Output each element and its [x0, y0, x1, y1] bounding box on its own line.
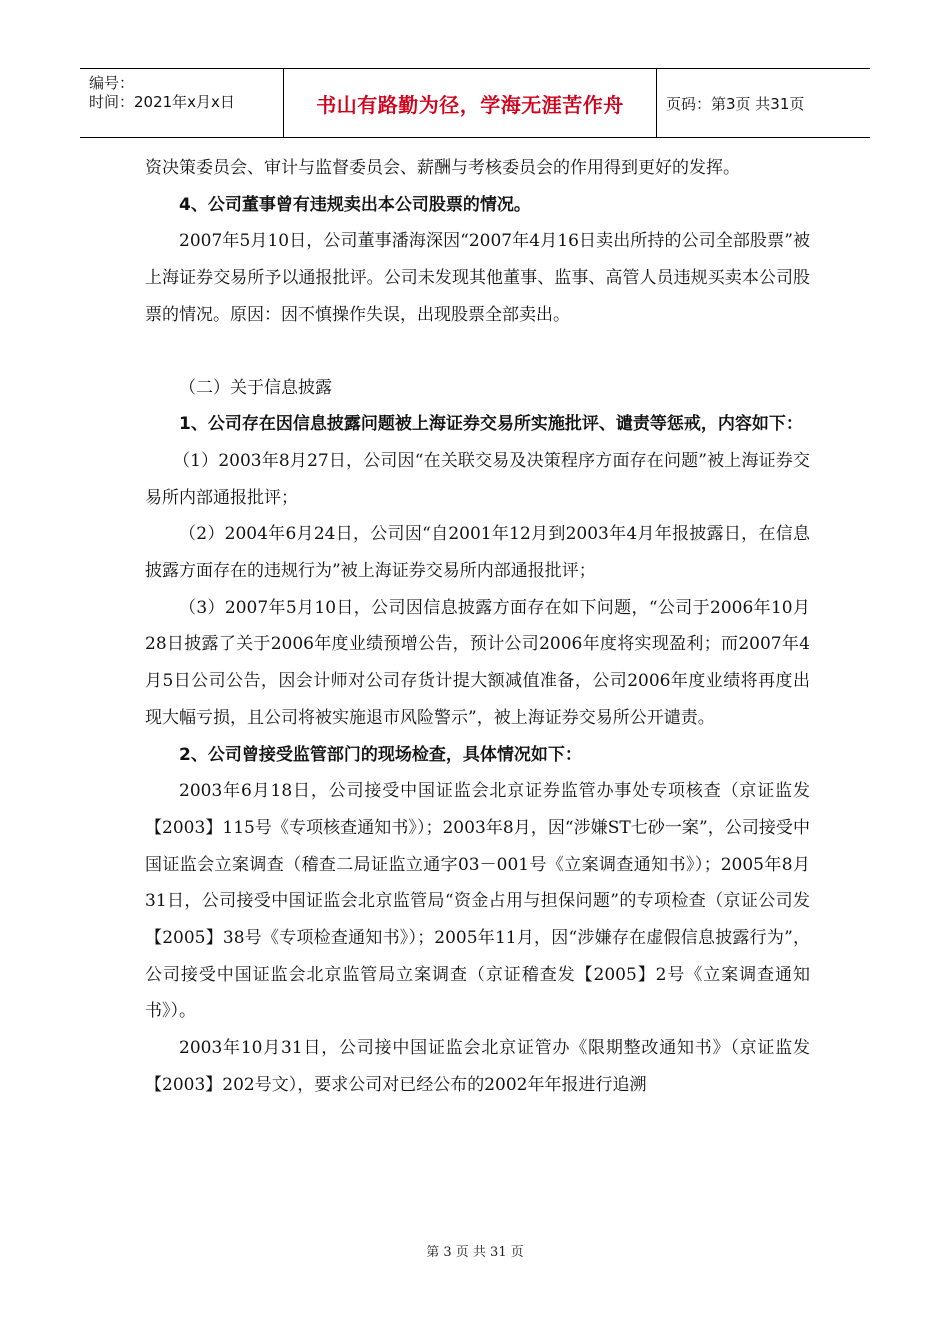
heading-inspections: 2、公司曾接受监管部门的现场检查，具体情况如下： — [179, 744, 582, 765]
paragraph-inspections: 2003年6月18日，公司接受中国证监会北京证券监管办事处专项核查（京证监发【2003】115号《专项核查通知书》）；2003年8月，因“涉嫌ST七砂一案”，公司接受中国证监会立案调查（稽查二局证监立通字03－001号《立案调查通知书》）；2005年8月31日，公司接受中国证监会北京监管局“资金占用与担保问题”的专项检查（京证公司发【2005】38号《专项检查通知书》）；2005年11月，因“涉嫌存在虚假信息披露行为”，公司接受中国证监会北京监管局立案调查（京证稽查发【2005】2号《立案调查通知书》）。 — [145, 781, 810, 1022]
page-footer: 第 3 页 共 31 页 — [426, 1245, 524, 1260]
paragraph-rectification: 2003年10月31日，公司接中国证监会北京证管办《限期整改通知书》（京证监发【2003】202号文），要求公司对已经公布的2002年年报进行追溯 — [145, 1038, 810, 1095]
paragraph-director-trading: 2007年5月10日，公司董事潘海深因“2007年4月16日卖出所持的公司全部股票”被上海证券交易所予以通报批评。公司未发现其他董事、监事、高管人员违规买卖本公司股票的情况。原因：因不慎操作失误，出现股票全部卖出。 — [145, 231, 810, 325]
motto-text: 书山有路勤为径，学海无涯苦作舟 — [316, 92, 624, 117]
paragraph-item-1: （1）2003年8月27日，公司因“在关联交易及决策程序方面存在问题”被上海证券交易所内部通报批评； — [145, 450, 810, 508]
paragraph-item-3: （3）2007年5月10日，公司因信息披露方面存在如下问题，“公司于2006年10月28日披露了关于2006年度业绩预增公告，预计公司2006年度将实现盈利；而2007年4月5日公司公告，因会计师对公司存货计提大额减值准备，公司2006年度业绩将再度出现大幅亏损，且公司将被实施退市风险警示”，被上海证券交易所公开谴责。 — [145, 597, 810, 728]
number-label: 编号： — [89, 74, 135, 92]
spacer — [145, 334, 810, 370]
paragraph-item-2: （2）2004年6月24日，公司因“自2001年12月到2003年4月年报披露日，在信息披露方面存在的违规行为”被上海证券交易所内部通报批评； — [145, 524, 810, 582]
heading-director-trading: 4、公司董事曾有违规卖出本公司股票的情况。 — [179, 194, 531, 215]
header-meta — [80, 69, 284, 137]
time-label: 时间：2021年x月x日 — [89, 93, 235, 111]
page-header — [80, 68, 870, 138]
document-body — [145, 150, 810, 1104]
page-info: 页码：第3页 共31页 — [666, 94, 805, 113]
header-motto-cell — [284, 69, 657, 137]
section-heading-disclosure: （二）关于信息披露 — [179, 377, 332, 398]
paragraph-continuation: 资决策委员会、审计与监督委员会、薪酬与考核委员会的作用得到更好的发挥。 — [145, 158, 740, 178]
heading-disclosure-penalties: 1、公司存在因信息披露问题被上海证券交易所实施批评、谴责等惩戒，内容如下： — [179, 414, 803, 435]
